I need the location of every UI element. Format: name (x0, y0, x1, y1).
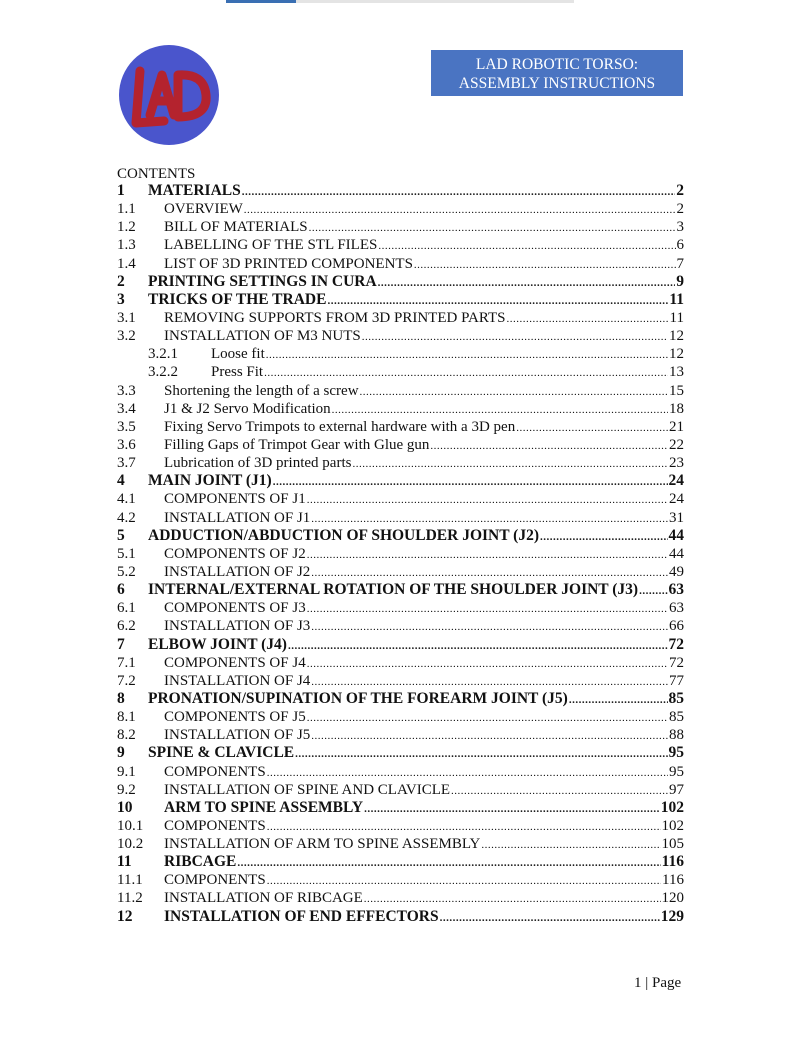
toc-dot-leader (273, 472, 668, 491)
toc-entry-page: 102 (660, 798, 684, 816)
toc-entry-title: LABELLING OF THE STL FILES (164, 237, 378, 254)
toc-dot-leader (237, 853, 660, 872)
toc-entry-number: 7 (117, 635, 125, 653)
toc-entry[interactable] (117, 545, 684, 563)
lad-logo (116, 45, 222, 145)
toc-entry-page: 95 (668, 744, 684, 762)
toc-entry-page: 77 (669, 672, 684, 689)
toc-entry-number: 11.2 (117, 890, 143, 907)
toc-entry-page: 88 (669, 727, 684, 744)
toc-entry-title: COMPONENTS OF J2 (164, 545, 306, 562)
toc-entry-title: ELBOW JOINT (J4) (148, 635, 287, 653)
toc-dot-leader (309, 218, 676, 237)
toc-entry[interactable] (117, 382, 684, 400)
toc-entry-title: INTERNAL/EXTERNAL ROTATION OF THE SHOULDER JOINT (J3) (148, 581, 639, 599)
toc-entry-number: 9 (117, 744, 125, 762)
toc-entry[interactable] (117, 255, 684, 273)
toc-entry-page: 66 (669, 618, 684, 635)
toc-entry[interactable] (117, 763, 684, 781)
toc-entry-number: 3.2.2 (148, 364, 178, 381)
toc-dot-leader (295, 744, 667, 763)
toc-entry-number: 3.3 (117, 382, 136, 399)
toc-entry[interactable] (117, 472, 684, 490)
toc-entry-number: 6 (117, 581, 125, 599)
toc-entry-title: Fixing Servo Trimpots to external hardware with a 3D pen (164, 418, 516, 435)
toc-entry-number: 8.1 (117, 709, 136, 726)
toc-entry-page: 2 (676, 201, 684, 218)
toc-entry-number: 3.7 (117, 455, 136, 472)
toc-entry[interactable] (117, 291, 684, 309)
toc-dot-leader (288, 636, 668, 655)
toc-entry-number: 1.3 (117, 237, 136, 254)
toc-dot-leader (311, 617, 668, 636)
toc-entry-page: 72 (669, 654, 684, 671)
toc-entry-number: 5.2 (117, 563, 136, 580)
toc-entry-title: ARM TO SPINE ASSEMBLY (164, 798, 364, 816)
toc-dot-leader (540, 527, 668, 546)
toc-entry-number: 1 (117, 182, 125, 199)
toc-entry[interactable] (117, 708, 684, 726)
toc-entry[interactable] (117, 672, 684, 690)
toc-entry-page: 97 (669, 781, 684, 798)
toc-entry-number: 6.2 (117, 618, 136, 635)
toc-entry-title: INSTALLATION OF J5 (164, 727, 311, 744)
toc-entry-number: 10 (117, 798, 133, 816)
toc-entry[interactable] (117, 509, 684, 527)
toc-entry-page: 11 (669, 309, 684, 326)
toc-dot-leader (639, 581, 667, 600)
toc-entry[interactable] (117, 527, 684, 545)
toc-entry[interactable] (117, 200, 684, 218)
toc-dot-leader (267, 871, 661, 890)
toc-entry-number: 5 (117, 526, 125, 544)
toc-entry-page: 63 (668, 581, 684, 599)
toc-entry-title: J1 & J2 Servo Modification (164, 400, 331, 417)
toc-entry-page: 18 (669, 400, 684, 417)
toc-entry[interactable] (117, 273, 684, 291)
title-line-2: ASSEMBLY INSTRUCTIONS (458, 75, 656, 92)
toc-entry-page: 85 (668, 689, 684, 707)
toc-entry[interactable] (117, 581, 684, 599)
toc-entry-page: 6 (676, 237, 684, 254)
toc-entry[interactable] (117, 236, 684, 254)
toc-entry-page: 9 (676, 272, 684, 290)
toc-dot-leader (307, 599, 668, 618)
toc-dot-leader (360, 382, 668, 401)
toc-entry-title: INSTALLATION OF J4 (164, 672, 311, 689)
toc-entry-page: 44 (668, 526, 684, 544)
toc-entry-title: INSTALLATION OF M3 NUTS (164, 328, 361, 345)
contents-heading: CONTENTS (117, 166, 196, 182)
toc-entry-title: INSTALLATION OF ARM TO SPINE ASSEMBLY (164, 836, 481, 853)
toc-entry[interactable] (117, 853, 684, 871)
toc-entry[interactable] (117, 436, 684, 454)
toc-entry-number: 3.2 (117, 328, 136, 345)
toc-entry-page: 24 (668, 472, 684, 490)
top-progress-fill (226, 0, 296, 3)
toc-entry-page: 44 (669, 545, 684, 562)
toc-entry-number: 11 (117, 853, 132, 871)
toc-entry-number: 8 (117, 689, 125, 707)
toc-entry-page: 13 (669, 364, 684, 381)
toc-entry-number: 8.2 (117, 727, 136, 744)
toc-entry[interactable] (117, 889, 684, 907)
toc-entry[interactable] (117, 599, 684, 617)
toc-entry-number: 7.2 (117, 672, 136, 689)
toc-entry-number: 10.2 (117, 836, 144, 853)
toc-dot-leader (378, 236, 675, 255)
toc-entry-number: 7.1 (117, 654, 136, 671)
toc-entry-page: 105 (661, 836, 684, 853)
toc-entry-title: Loose fit (211, 346, 265, 363)
toc-entry-title: COMPONENTS (164, 817, 266, 834)
toc-entry-page: 11 (669, 290, 684, 308)
toc-entry-title: Press Fit (211, 364, 264, 381)
toc-entry[interactable] (117, 418, 684, 436)
toc-entry-page: 15 (669, 382, 684, 399)
toc-entry-title: INSTALLATION OF J3 (164, 618, 311, 635)
toc-entry-page: 2 (676, 182, 684, 199)
toc-entry-page: 116 (661, 853, 684, 871)
toc-dot-leader (311, 726, 668, 745)
toc-entry-number: 3.6 (117, 436, 136, 453)
toc-entry[interactable] (117, 799, 684, 817)
toc-entry[interactable] (117, 400, 684, 418)
toc-entry-number: 10.1 (117, 817, 144, 834)
toc-dot-leader (264, 363, 668, 382)
toc-entry-page: 24 (669, 491, 684, 508)
toc-entry[interactable] (117, 817, 684, 835)
toc-entry-title: INSTALLATION OF SPINE AND CLAVICLE (164, 781, 451, 798)
toc-entry-number: 3 (117, 290, 125, 308)
table-of-contents (117, 182, 684, 926)
toc-entry[interactable] (117, 345, 684, 363)
toc-dot-leader (569, 690, 668, 709)
toc-dot-leader (307, 708, 668, 727)
toc-entry-number: 11.1 (117, 872, 143, 889)
toc-dot-leader (307, 654, 668, 673)
toc-dot-leader (244, 200, 676, 219)
toc-entry[interactable] (117, 454, 684, 472)
toc-entry-title: ADDUCTION/ABDUCTION OF SHOULDER JOINT (J2) (148, 526, 539, 544)
toc-entry-title: INSTALLATION OF J1 (164, 509, 311, 526)
top-progress-bar (226, 0, 574, 3)
toc-entry-title: TRICKS OF THE TRADE (148, 290, 327, 308)
toc-entry-title: OVERVIEW (164, 201, 243, 218)
toc-entry[interactable] (117, 690, 684, 708)
toc-entry-number: 1.2 (117, 219, 136, 236)
toc-entry-title: COMPONENTS OF J3 (164, 600, 306, 617)
toc-entry-title: MAIN JOINT (J1) (148, 472, 272, 490)
toc-entry-number: 3.2.1 (148, 346, 178, 363)
toc-entry-title: Filling Gaps of Trimpot Gear with Glue gun (164, 436, 430, 453)
toc-entry-page: 85 (669, 709, 684, 726)
toc-dot-leader (307, 490, 668, 509)
toc-entry-page: 72 (668, 635, 684, 653)
toc-entry-title: COMPONENTS OF J5 (164, 709, 306, 726)
toc-entry-page: 49 (669, 563, 684, 580)
toc-entry-page: 3 (676, 219, 684, 236)
toc-entry-number: 2 (117, 272, 125, 290)
toc-dot-leader (440, 908, 660, 927)
toc-entry-number: 5.1 (117, 545, 136, 562)
document-title-box (431, 50, 683, 96)
toc-entry-title: LIST OF 3D PRINTED COMPONENTS (164, 255, 413, 272)
toc-entry-page: 12 (669, 328, 684, 345)
toc-entry[interactable] (117, 182, 684, 200)
toc-entry-page: 12 (669, 346, 684, 363)
toc-dot-leader (378, 273, 676, 292)
toc-dot-leader (364, 889, 661, 908)
toc-entry-number: 3.1 (117, 309, 136, 326)
toc-entry-page: 102 (661, 817, 684, 834)
toc-dot-leader (267, 817, 661, 836)
toc-entry[interactable] (117, 636, 684, 654)
toc-entry-title: INSTALLATION OF J2 (164, 563, 311, 580)
toc-entry[interactable] (117, 490, 684, 508)
toc-dot-leader (430, 436, 668, 455)
toc-entry-number: 4 (117, 472, 125, 490)
title-line-1: LAD ROBOTIC TORSO: (475, 56, 639, 73)
toc-entry[interactable] (117, 654, 684, 672)
toc-entry-number: 1.4 (117, 255, 136, 272)
toc-entry-page: 116 (662, 872, 684, 889)
toc-dot-leader (506, 309, 668, 328)
toc-entry-title: INSTALLATION OF RIBCAGE (164, 890, 363, 907)
toc-entry[interactable] (117, 617, 684, 635)
toc-entry[interactable] (117, 309, 684, 327)
toc-dot-leader (362, 327, 668, 346)
toc-dot-leader (352, 454, 668, 473)
toc-entry[interactable] (117, 563, 684, 581)
toc-entry-number: 1.1 (117, 201, 136, 218)
toc-entry-page: 7 (676, 255, 684, 272)
toc-entry-number: 9.2 (117, 781, 136, 798)
toc-entry-title: COMPONENTS OF J4 (164, 654, 306, 671)
toc-entry[interactable] (117, 363, 684, 381)
toc-dot-leader (242, 182, 676, 201)
toc-entry-page: 95 (669, 763, 684, 780)
toc-entry-number: 6.1 (117, 600, 136, 617)
toc-dot-leader (364, 799, 660, 818)
toc-entry-number: 3.5 (117, 418, 136, 435)
toc-entry-title: Lubrication of 3D printed parts (164, 455, 352, 472)
toc-entry-title: MATERIALS (148, 182, 241, 199)
toc-dot-leader (311, 672, 668, 691)
toc-entry-number: 4.1 (117, 491, 136, 508)
toc-dot-leader (267, 763, 668, 782)
toc-entry[interactable] (117, 218, 684, 236)
toc-entry[interactable] (117, 908, 684, 926)
toc-dot-leader (311, 509, 668, 528)
toc-entry-page: 21 (669, 418, 684, 435)
toc-entry-title: Shortening the length of a screw (164, 382, 359, 399)
toc-dot-leader (311, 563, 668, 582)
page-footer: 1 | Page (634, 975, 682, 991)
toc-entry-page: 22 (669, 436, 684, 453)
toc-dot-leader (332, 400, 668, 419)
toc-dot-leader (481, 835, 660, 854)
toc-dot-leader (451, 781, 668, 800)
toc-dot-leader (266, 345, 668, 364)
toc-entry-title: COMPONENTS (164, 763, 266, 780)
toc-entry-title: COMPONENTS OF J1 (164, 491, 306, 508)
toc-entry[interactable] (117, 835, 684, 853)
toc-entry-title: PRONATION/SUPINATION OF THE FOREARM JOINT (J5) (148, 689, 568, 707)
toc-entry-page: 31 (669, 509, 684, 526)
toc-dot-leader (414, 255, 676, 274)
toc-dot-leader (516, 418, 668, 437)
toc-entry[interactable] (117, 871, 684, 889)
toc-entry-title: BILL OF MATERIALS (164, 219, 308, 236)
toc-entry-number: 12 (117, 907, 133, 925)
toc-entry-title: COMPONENTS (164, 872, 266, 889)
toc-entry-title: PRINTING SETTINGS IN CURA (148, 272, 377, 290)
toc-dot-leader (307, 545, 668, 564)
toc-entry[interactable] (117, 726, 684, 744)
toc-entry-page: 129 (660, 907, 684, 925)
toc-entry-number: 3.4 (117, 400, 136, 417)
toc-entry-page: 63 (669, 600, 684, 617)
toc-dot-leader (327, 291, 668, 310)
toc-entry-title: RIBCAGE (164, 853, 237, 871)
toc-entry[interactable] (117, 327, 684, 345)
toc-entry-title: REMOVING SUPPORTS FROM 3D PRINTED PARTS (164, 309, 506, 326)
toc-entry-number: 4.2 (117, 509, 136, 526)
toc-entry-page: 120 (661, 890, 684, 907)
toc-entry-title: INSTALLATION OF END EFFECTORS (164, 907, 439, 925)
toc-entry-title: SPINE & CLAVICLE (148, 744, 295, 762)
toc-entry-page: 23 (669, 455, 684, 472)
toc-entry-number: 9.1 (117, 763, 136, 780)
toc-entry[interactable] (117, 781, 684, 799)
toc-entry[interactable] (117, 744, 684, 762)
